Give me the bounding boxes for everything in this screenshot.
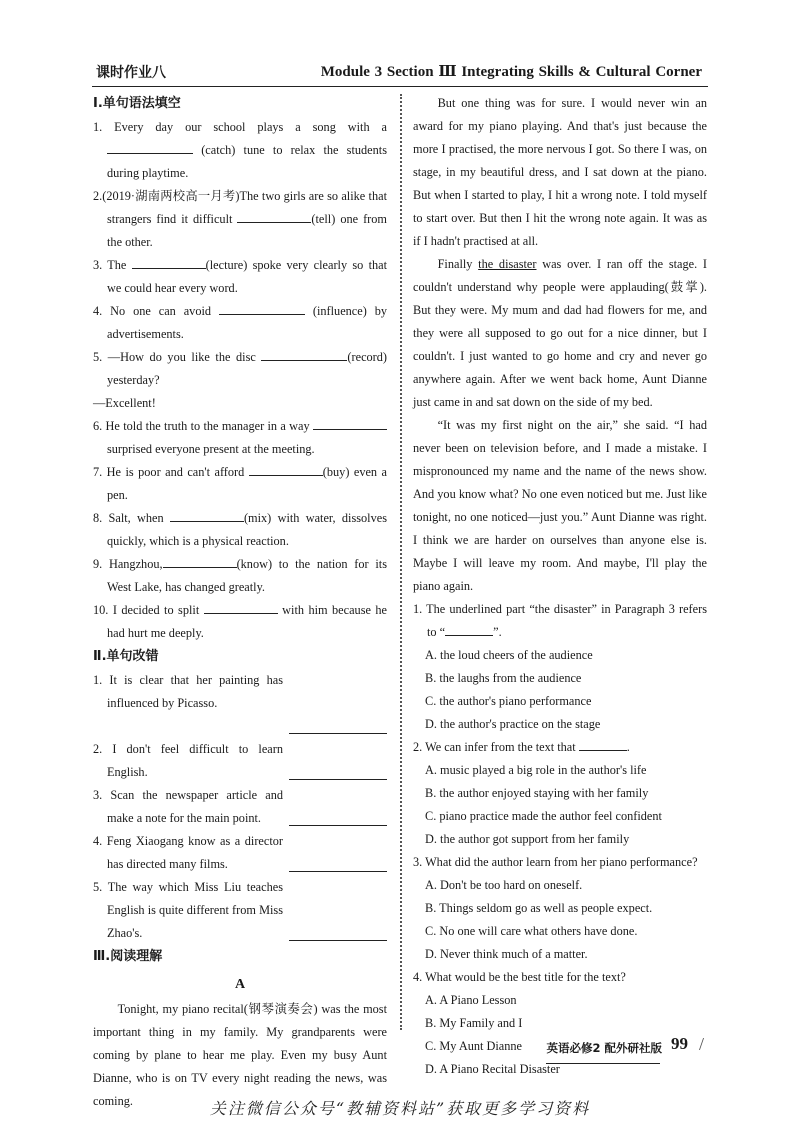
answer-blank[interactable] [237, 210, 311, 223]
answer-blank[interactable] [163, 555, 237, 568]
option-c[interactable]: C. the author's piano performance [425, 694, 592, 708]
answer-blank[interactable] [445, 623, 493, 636]
grammar-item-7: 7. He is poor and can't afford (buy) even a pen. [93, 465, 387, 502]
option-c[interactable]: C. No one will care what others have done. [425, 924, 638, 938]
answer-blank[interactable] [289, 733, 387, 734]
grammar-item-10: 10. I decided to split with him because he had hurt me deeply. [93, 603, 387, 640]
slash-mark-icon: / [698, 1034, 704, 1054]
grammar-item-5: 5. —How do you like the disc (record) yesterday? [93, 350, 388, 387]
answer-blank[interactable] [219, 302, 305, 315]
option-d[interactable]: D. A Piano Recital Disaster [425, 1062, 560, 1076]
option-d[interactable]: D. Never think much of a matter. [425, 947, 588, 961]
right-column [413, 92, 707, 1081]
section2-title: Ⅱ.单句改错 [93, 649, 159, 664]
question-stem: 4. What would be the best title for the text? [413, 970, 626, 984]
assignment-title: 课时作业八 [96, 65, 166, 81]
question-3 [413, 851, 707, 966]
answer-blank[interactable] [132, 256, 206, 269]
option-d[interactable]: D. the author's practice on the stage [425, 717, 601, 731]
footer-rule [546, 1063, 660, 1064]
grammar-item-4: 4. No one can avoid (influence) by advertisements. [93, 304, 388, 341]
option-a[interactable]: A. music played a big role in the author's life [425, 763, 647, 777]
left-column [93, 92, 387, 1113]
column-divider [400, 94, 402, 1030]
module-section-title: Module 3 Section Ⅲ Integrating Skills & Cultural Corner [320, 64, 702, 80]
answer-blank[interactable] [289, 825, 387, 826]
passage-paragraph-2: But one thing was for sure. I would never win an award for my piano playing. And that's just because the more I practised, the more nervous I got. So there I was, on stage, in my beautiful dress, and I sat down at the piano. But when I started to play, I hit a wrong note. I told myself to start over. But then I hit the wrong note again. It was as if I hadn't practised at all. [413, 96, 707, 248]
option-b[interactable]: B. the laughs from the audience [425, 671, 582, 685]
answer-blank[interactable] [261, 348, 347, 361]
question-stem: 3. What did the author learn from her piano performance? [413, 855, 698, 869]
answer-blank[interactable] [170, 509, 244, 522]
question-2 [413, 736, 707, 851]
error-item-4: 4. Feng Xiaogang know as a director has directed many films. [93, 830, 387, 876]
underlined-phrase: the disaster [478, 257, 537, 271]
option-d[interactable]: D. the author got support from her family [425, 832, 630, 846]
question-stem: 2. We can infer from the text that . [413, 740, 630, 754]
option-c[interactable]: C. piano practice made the author feel confident [425, 809, 662, 823]
question-1 [413, 598, 707, 736]
answer-blank[interactable] [107, 141, 193, 154]
error-item-5: 5. The way which Miss Liu teaches English is quite different from Miss Zhao's. [93, 876, 387, 945]
answer-blank[interactable] [579, 738, 627, 751]
question-stem: 1. The underlined part “the disaster” in Paragraph 3 refers to “ ”. [413, 602, 707, 639]
option-a[interactable]: A. A Piano Lesson [425, 993, 517, 1007]
answer-blank[interactable] [289, 940, 387, 941]
section1-title: Ⅰ.单句语法填空 [93, 96, 181, 111]
grammar-item-6: 6. He told the truth to the manager in a way surprised everyone present at the meeting. [93, 415, 387, 461]
book-edition-label: 英语必修2 配外研社版 [546, 1041, 662, 1055]
passage-paragraph-4: “It was my first night on the air,” she said. “I had never been on television before, and I made a mistake. I mispronounced my name and the name of the news show. And you know what? No one even noticed but me. Just like tonight, no one noticed—just you.” Aunt Dianne was right. I think we are harder on ourselves than anyone else is. Maybe I will leave my room. And maybe, I'll play the piano again. [413, 418, 707, 593]
grammar-item-8: 8. Salt, when (mix) with water, dissolves quickly, which is a physical reaction. [93, 511, 387, 548]
option-a[interactable]: A. Don't be too hard on oneself. [425, 878, 583, 892]
error-item-1: 1. It is clear that her painting has influenced by Picasso. [93, 669, 387, 738]
answer-blank[interactable] [313, 417, 387, 430]
error-item-2: 2. I don't feel difficult to learn English. [93, 738, 387, 784]
page-number: 99 [671, 1034, 688, 1053]
grammar-item-9: 9. Hangzhou, (know) to the nation for its West Lake, has changed greatly. [93, 557, 387, 594]
answer-blank[interactable] [289, 779, 387, 780]
section3-title: Ⅲ.阅读理解 [93, 949, 163, 964]
grammar-item-3: 3. The (lecture) spoke very clearly so that we could hear every word. [93, 258, 388, 295]
option-b[interactable]: B. the author enjoyed staying with her family [425, 786, 649, 800]
option-b[interactable]: B. Things seldom go as well as people expect. [425, 901, 653, 915]
error-item-3: 3. Scan the newspaper article and make a note for the main point. [93, 784, 387, 830]
grammar-item-5-reply: —Excellent! [93, 396, 156, 410]
option-c[interactable]: C. My Aunt Dianne [425, 1039, 523, 1053]
answer-blank[interactable] [204, 601, 278, 614]
grammar-item-2: 2.(2019·湖南两校高一月考)The two girls are so alike that strangers find it difficult (tell) one from the other. [93, 189, 387, 249]
grammar-item-1: 1. Every day our school plays a song with a (catch) tune to relax the students during playtime. [93, 120, 387, 180]
header-rule [92, 86, 708, 87]
passage-paragraph-3: Finally the disaster was over. I ran off the stage. I couldn't understand why people were applauding(鼓掌). But they were. My mum and dad had flowers for me, and they were all supposed to go out for a nice dinner, but I couldn't. I just wanted to go home and cry and never go anywhere again. After we went back home, Aunt Dianne just came in and sat down on the side of my bed. [413, 257, 708, 409]
passage-paragraph-1: Tonight, my piano recital(钢琴演奏会) was the most important thing in my family. My grandparents were coming by plane to hear me play. Even my busy Aunt Dianne, who is on TV every night reading the news, was coming. [93, 1002, 387, 1108]
promo-note: 关注微信公众号“教辅资料站”获取更多学习资料 [209, 1099, 591, 1118]
answer-blank[interactable] [289, 871, 387, 872]
answer-blank[interactable] [249, 463, 323, 476]
option-b[interactable]: B. My Family and I [425, 1016, 523, 1030]
passage-label: A [234, 977, 246, 992]
option-a[interactable]: A. the loud cheers of the audience [425, 648, 593, 662]
